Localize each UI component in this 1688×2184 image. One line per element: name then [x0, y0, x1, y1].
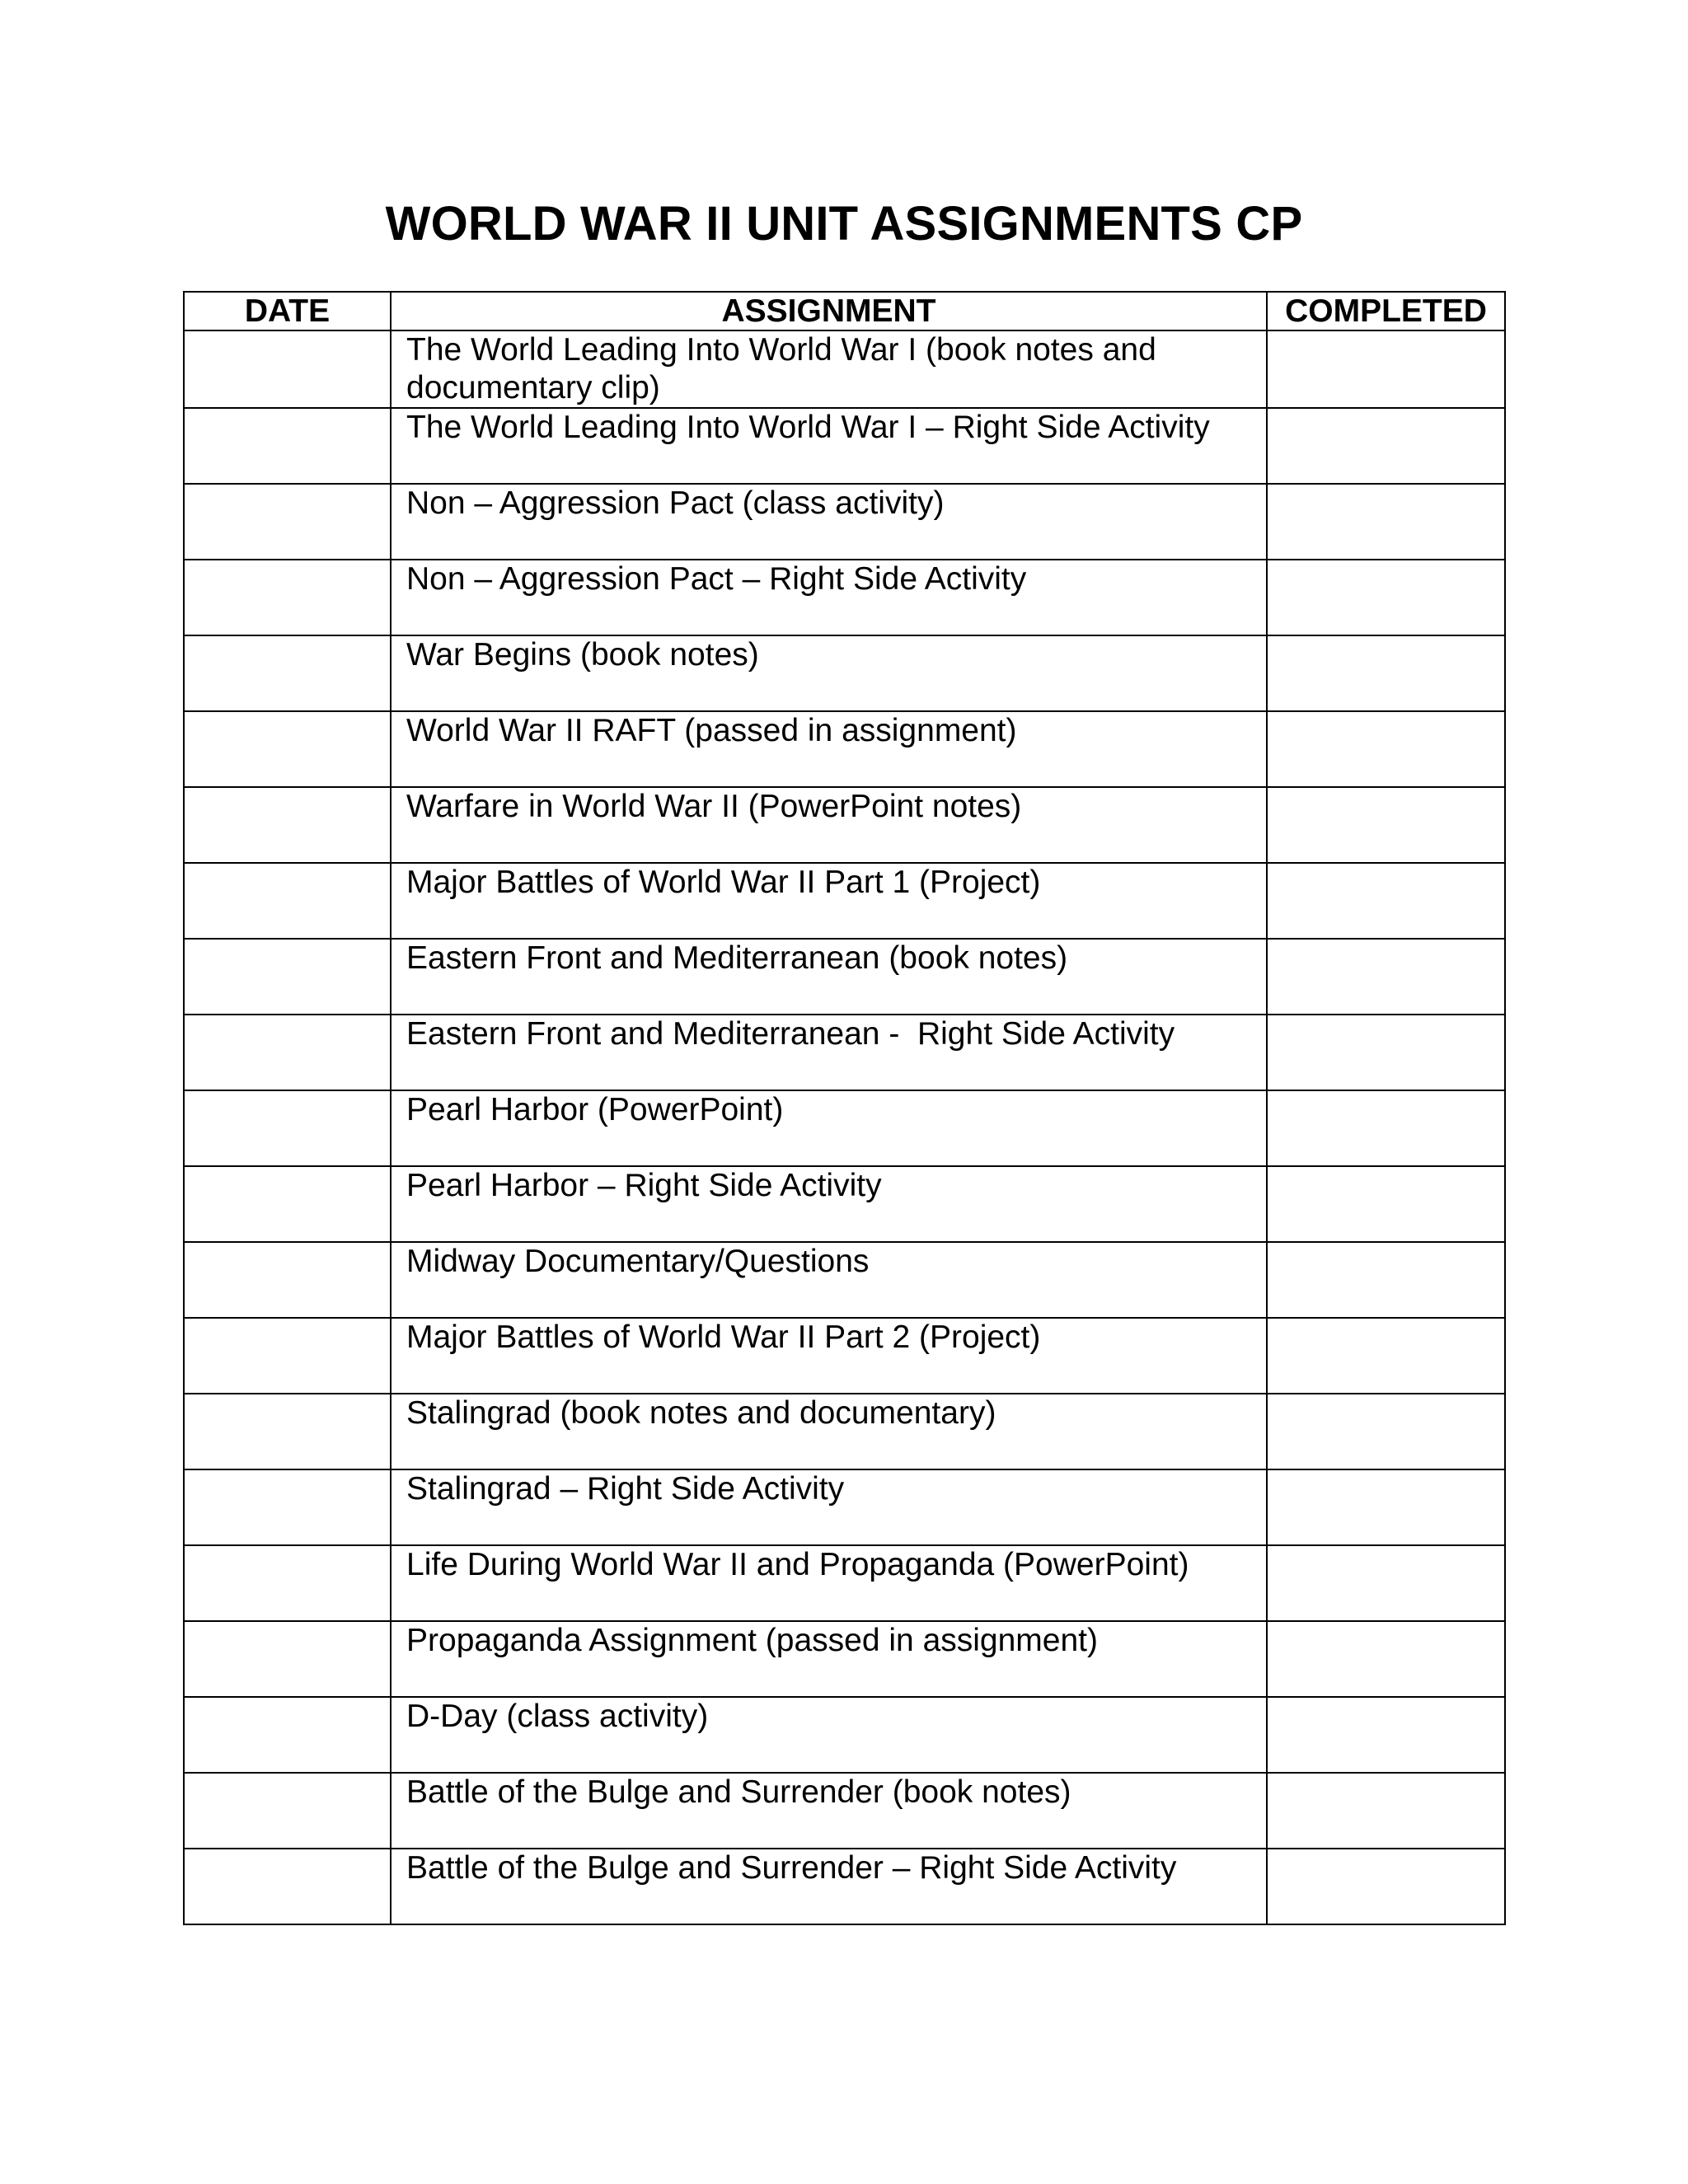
completed-cell: [1267, 408, 1505, 484]
table-row: [184, 1849, 1505, 1924]
completed-cell: [1267, 939, 1505, 1015]
completed-cell: [1267, 560, 1505, 635]
table-row: [184, 1545, 1505, 1621]
table-row: [184, 1773, 1505, 1849]
header-completed: COMPLETED: [1267, 292, 1505, 330]
assignment-text: The World Leading Into World War I (book notes and documentary clip): [406, 332, 1156, 405]
table-row: [184, 1090, 1505, 1166]
completed-cell: [1267, 1773, 1505, 1849]
date-cell: [184, 1242, 391, 1318]
assignment-text: Stalingrad (book notes and documentary): [406, 1395, 996, 1431]
assignment-text: War Begins (book notes): [406, 637, 759, 673]
date-cell: [184, 484, 391, 560]
completed-cell: [1267, 1166, 1505, 1242]
date-cell: [184, 560, 391, 635]
assignment-text: Pearl Harbor – Right Side Activity: [406, 1168, 882, 1203]
assignment-text: Stalingrad – Right Side Activity: [406, 1471, 845, 1507]
assignment-text: Battle of the Bulge and Surrender (book notes): [406, 1774, 1071, 1810]
assignment-text: The World Leading Into World War I – Right Side Activity: [406, 410, 1210, 445]
date-cell: [184, 1621, 391, 1697]
table-header-row: [184, 292, 1505, 330]
date-cell: [184, 330, 391, 408]
assignment-text: Eastern Front and Mediterranean - Right Side Activity: [406, 1016, 1175, 1052]
completed-cell: [1267, 1318, 1505, 1394]
completed-cell: [1267, 484, 1505, 560]
date-cell: [184, 939, 391, 1015]
assignment-cell: [391, 330, 1267, 408]
date-cell: [184, 1773, 391, 1849]
assignment-cell: [391, 1621, 1267, 1697]
table-row: [184, 484, 1505, 560]
assignment-cell: [391, 1545, 1267, 1621]
date-cell: [184, 1318, 391, 1394]
completed-cell: [1267, 711, 1505, 787]
table-body: [184, 330, 1505, 1924]
assignment-cell: [391, 1697, 1267, 1773]
date-cell: [184, 863, 391, 939]
completed-cell: [1267, 1849, 1505, 1924]
completed-cell: [1267, 1394, 1505, 1469]
completed-cell: [1267, 1621, 1505, 1697]
date-cell: [184, 1545, 391, 1621]
assignment-text: Eastern Front and Mediterranean (book notes): [406, 940, 1068, 976]
assignment-cell: [391, 635, 1267, 711]
table-row: [184, 635, 1505, 711]
completed-cell: [1267, 863, 1505, 939]
assignment-text: Midway Documentary/Questions: [406, 1244, 870, 1279]
assignment-cell: [391, 1318, 1267, 1394]
completed-cell: [1267, 1469, 1505, 1545]
table-row: [184, 787, 1505, 863]
assignment-cell: [391, 1242, 1267, 1318]
table-row: [184, 1242, 1505, 1318]
completed-cell: [1267, 635, 1505, 711]
date-cell: [184, 1166, 391, 1242]
assignment-cell: [391, 1015, 1267, 1090]
assignment-text: Pearl Harbor (PowerPoint): [406, 1092, 784, 1127]
assignment-text: Major Battles of World War II Part 1 (Project): [406, 865, 1041, 900]
assignment-cell: [391, 711, 1267, 787]
assignment-cell: [391, 1166, 1267, 1242]
assignment-cell: [391, 1090, 1267, 1166]
assignment-text: Propaganda Assignment (passed in assignment): [406, 1623, 1098, 1658]
assignment-cell: [391, 1849, 1267, 1924]
assignment-text: Non – Aggression Pact – Right Side Activity: [406, 561, 1027, 597]
assignment-cell: [391, 560, 1267, 635]
assignment-text: World War II RAFT (passed in assignment): [406, 713, 1017, 748]
date-cell: [184, 787, 391, 863]
table-row: [184, 939, 1505, 1015]
table-row: [184, 1318, 1505, 1394]
assignment-cell: [391, 1469, 1267, 1545]
assignment-text: Life During World War II and Propaganda (PowerPoint): [406, 1547, 1189, 1582]
table-row: [184, 1394, 1505, 1469]
table-row: [184, 711, 1505, 787]
assignment-text: Battle of the Bulge and Surrender – Right Side Activity: [406, 1850, 1177, 1886]
table-row: [184, 1621, 1505, 1697]
table-row: [184, 863, 1505, 939]
completed-cell: [1267, 1545, 1505, 1621]
assignment-text: Non – Aggression Pact (class activity): [406, 485, 945, 521]
assignment-text: Major Battles of World War II Part 2 (Project): [406, 1319, 1041, 1355]
completed-cell: [1267, 1015, 1505, 1090]
assignment-cell: [391, 1773, 1267, 1849]
completed-cell: [1267, 330, 1505, 408]
assignments-table: [183, 291, 1506, 1925]
table-row: [184, 330, 1505, 408]
date-cell: [184, 1469, 391, 1545]
date-cell: [184, 1394, 391, 1469]
date-cell: [184, 408, 391, 484]
completed-cell: [1267, 1242, 1505, 1318]
table-row: [184, 408, 1505, 484]
table-row: [184, 1015, 1505, 1090]
assignment-cell: [391, 787, 1267, 863]
date-cell: [184, 1849, 391, 1924]
date-cell: [184, 1697, 391, 1773]
completed-cell: [1267, 1090, 1505, 1166]
assignment-text: D-Day (class activity): [406, 1699, 709, 1734]
table-row: [184, 1697, 1505, 1773]
assignment-cell: [391, 939, 1267, 1015]
header-date: DATE: [184, 292, 391, 330]
page-title: WORLD WAR II UNIT ASSIGNMENTS CP: [385, 197, 1303, 251]
assignment-cell: [391, 863, 1267, 939]
date-cell: [184, 635, 391, 711]
assignment-cell: [391, 408, 1267, 484]
date-cell: [184, 1090, 391, 1166]
completed-cell: [1267, 1697, 1505, 1773]
table-row: [184, 1166, 1505, 1242]
date-cell: [184, 711, 391, 787]
header-assignment: ASSIGNMENT: [391, 292, 1267, 330]
assignment-cell: [391, 1394, 1267, 1469]
date-cell: [184, 1015, 391, 1090]
table-row: [184, 560, 1505, 635]
table-row: [184, 1469, 1505, 1545]
assignment-text: Warfare in World War II (PowerPoint notes): [406, 789, 1022, 824]
completed-cell: [1267, 787, 1505, 863]
assignment-cell: [391, 484, 1267, 560]
